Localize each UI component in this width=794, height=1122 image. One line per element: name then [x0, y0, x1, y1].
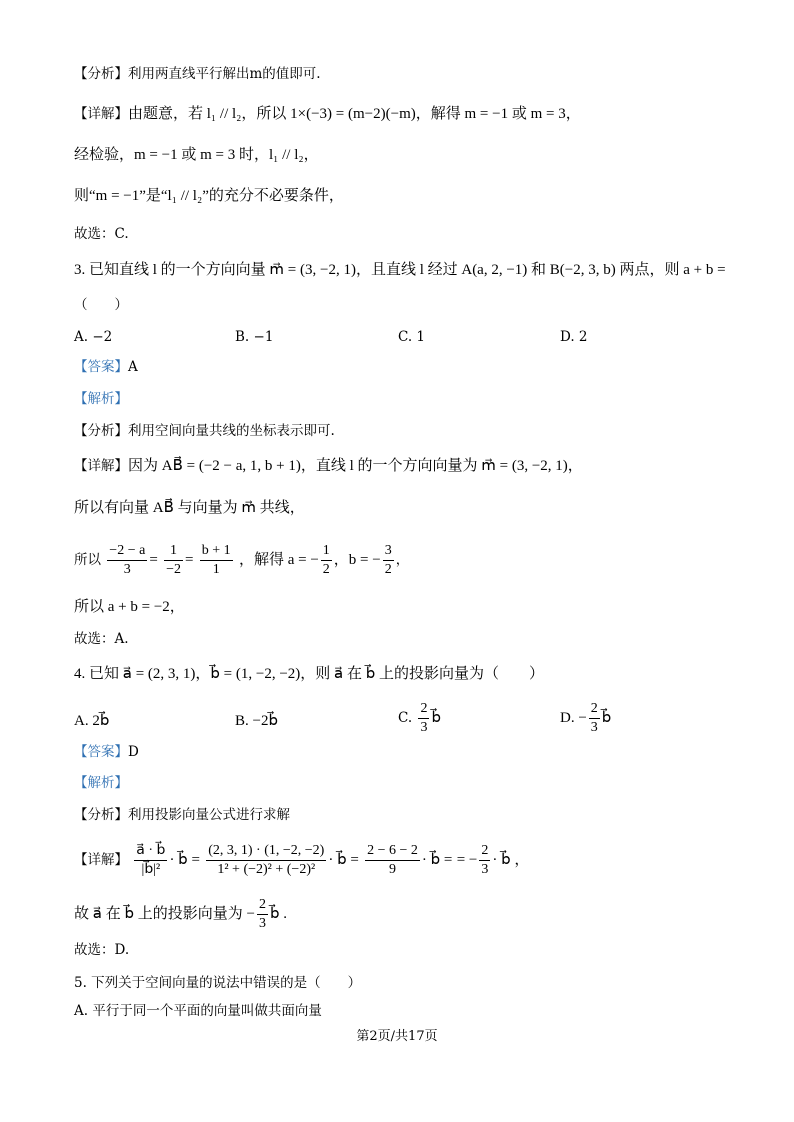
- q4-jiexi: 【解析】: [74, 775, 128, 791]
- q4-option-b: B. −2b⃗: [235, 713, 278, 729]
- fraction: $\frac{b + 1}{1}$: [201, 543, 231, 577]
- q3-stem: 3. 已知直线 l 的一个方向向量 m⃗ = (3, −2, 1)，且直线 l 经过 A(a, 2, −1) 和 B(−2, 3, b) 两点，则 a + b =: [74, 262, 726, 278]
- fraction: $\frac{a⃗ \cdot b⃗}{\text{|b⃗|²}}$: [136, 843, 166, 877]
- page-footer: 第2页/共17页: [356, 1029, 438, 1044]
- q2-detail: 【详解】由题意，若 l₁ // l₂，所以 1×(−3) = (m−2)(−m)，解得 m = −1 或 m = 3，: [74, 106, 581, 122]
- fraction: $\frac{1}{2}$: [322, 543, 330, 577]
- fraction: $\frac{2}{3}$: [420, 701, 428, 735]
- fraction: $\frac{-2 - a}{3}$: [109, 543, 146, 577]
- q3-detail: 【详解】因为 AB⃗ = (−2 − a, 1, b + 1)，直线 l 的一个方向向量为 m⃗ = (3, −2, 1)，: [74, 458, 583, 474]
- q3-option-d: D. 2: [560, 329, 588, 345]
- q4-analysis: 【分析】利用投影向量公式进行求解: [74, 807, 290, 823]
- q3-option-a: A. −2: [74, 329, 113, 345]
- q4-answer: 【答案】D: [74, 744, 139, 760]
- q4-option-c: C. $\frac{2}{3}$ b⃗: [398, 701, 441, 735]
- fraction: $\frac{2}{3}$: [481, 843, 489, 877]
- q3-sum: 所以 a + b = −2，: [74, 599, 185, 615]
- q3-paren: （ ）: [74, 297, 128, 313]
- q5-stem: 5. 下列关于空间向量的说法中错误的是（ ）: [74, 975, 362, 991]
- q2-check: 经检验，m = −1 或 m = 3 时，l₁ // l₂，: [74, 147, 319, 163]
- q4-result: 故 a⃗ 在 b⃗ 上的投影向量为 − $\frac{2}{3}$ b⃗ .: [74, 897, 287, 931]
- q4-option-a: A. 2b⃗: [74, 713, 110, 729]
- fraction: $\frac{(2, 3, 1) \cdot (1, -2, -2)}{\text{1² + (−2)² + (−2)²}}$: [208, 843, 325, 877]
- q3-analysis: 【分析】利用空间向量共线的坐标表示即可.: [74, 423, 335, 439]
- q3-collinear: 所以有向量 AB⃗ 与向量为 m⃗ 共线，: [74, 500, 305, 516]
- q3-fraction-equation: 所以 $\frac{-2 - a}{3}$ = $\frac{1}{-2}$ = $\frac{b + 1}{1}$ ，解得 a = − $\frac{1}{2}$ ，b = − $\frac{3}{2}$ ，: [74, 543, 410, 577]
- fraction: $\frac{3}{2}$: [384, 543, 392, 577]
- q4-detail-equation: 【详解】 $\frac{a⃗ \cdot b⃗}{\text{|b⃗|²}}$ · b⃗ = $\frac{(2, 3, 1) \cdot (1, -2, -2)}{\text{1² + (−2)² + (−2)²}}$ · b⃗ = $\frac{2 - 6 - 2}{9}$ · b⃗ = = − $\frac{2}{3}$ · b⃗ ，: [74, 843, 530, 877]
- fraction: $\frac{2 - 6 - 2}{9}$: [367, 843, 418, 877]
- q5-option-a: A. 平行于同一个平面的向量叫做共面向量: [74, 1003, 322, 1019]
- fraction: $\frac{1}{-2}$: [166, 543, 181, 577]
- q2-analysis: 【分析】利用两直线平行解出m的值即可.: [74, 66, 321, 82]
- q3-option-c: C. 1: [398, 329, 426, 345]
- fraction: $\frac{2}{3}$: [590, 701, 598, 735]
- fraction: $\frac{2}{3}$: [258, 897, 266, 931]
- q4-option-d: D. − $\frac{2}{3}$ b⃗: [560, 701, 612, 735]
- q3-jiexi: 【解析】: [74, 391, 128, 407]
- q2-conclusion: 则“m = −1”是“l₁ // l₂”的充分不必要条件，: [74, 188, 344, 204]
- q3-choice: 故选：A.: [74, 631, 129, 647]
- q2-choice: 故选：C.: [74, 226, 129, 242]
- q3-answer: 【答案】A: [74, 359, 138, 375]
- q4-choice: 故选：D.: [74, 942, 130, 958]
- q4-stem: 4. 已知 a⃗ = (2, 3, 1)，b⃗ = (1, −2, −2)，则 a⃗ 在 b⃗ 上的投影向量为（ ）: [74, 666, 544, 682]
- q3-option-b: B. −1: [235, 329, 274, 345]
